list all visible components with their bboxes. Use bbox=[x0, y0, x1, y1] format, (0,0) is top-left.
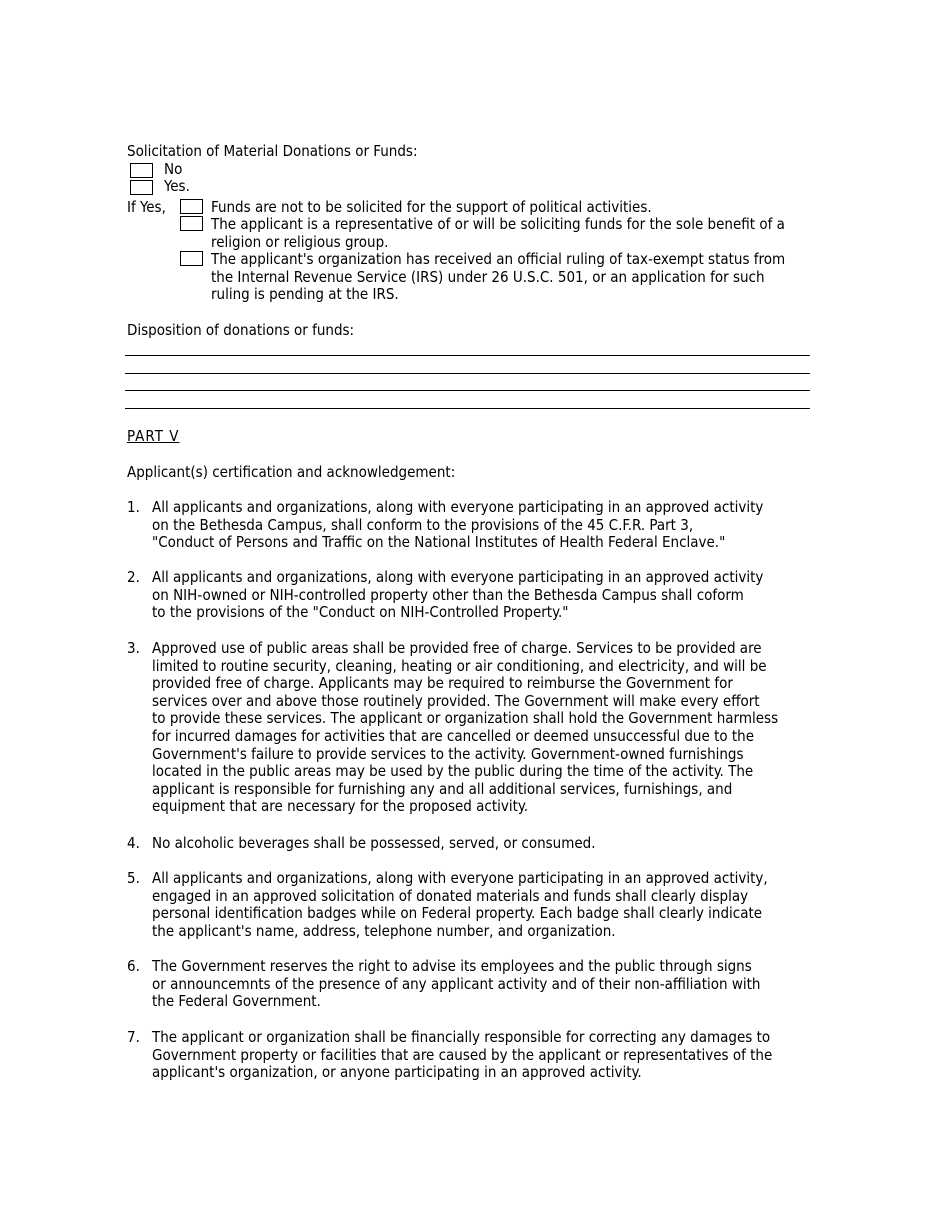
disposition-line-1[interactable] bbox=[125, 355, 810, 356]
disposition-line-3[interactable] bbox=[125, 390, 810, 391]
item-number: 2. bbox=[127, 568, 140, 586]
disposition-label: Disposition of donations or funds: bbox=[127, 321, 355, 339]
item-number: 4. bbox=[127, 834, 140, 852]
political-activities-option: Funds are not to be solicited for the support of political activities. bbox=[211, 198, 652, 216]
disposition-line-4[interactable] bbox=[125, 408, 810, 409]
item-number: 1. bbox=[127, 498, 140, 516]
part-v-title: PART V bbox=[127, 427, 180, 445]
item-text: No alcoholic beverages shall be possessed, served, or consumed. bbox=[152, 834, 596, 852]
if-yes-label: If Yes, bbox=[127, 198, 166, 216]
item-text: All applicants and organizations, along with everyone participating in an approved activity on NIH-owned or NIH-controlled property other than the Bethesda Campus shall coform to the provisions of the "Conduct on NIH-Controlled Property." bbox=[152, 568, 764, 622]
no-checkbox[interactable] bbox=[130, 163, 153, 178]
tax-exempt-option: The applicant's organization has received an official ruling of tax-exempt status from the Internal Revenue Service (IRS) under 26 U.S.C. 501, or an application for such ruling is pending at the IRS. bbox=[211, 250, 786, 304]
item-number: 3. bbox=[127, 639, 140, 657]
item-text: The Government reserves the right to advise its employees and the public through signs or announcemnts of the presence of any applicant activity and of their non-affiliation with the Federal Government. bbox=[152, 957, 761, 1011]
item-text: Approved use of public areas shall be provided free of charge. Services to be provided are limited to routine security, cleaning, heating or air conditioning, and electricity, and will be provided free of charge. Applicants may be required to reimburse the Government for services over and above those routinely provided. The Government will make every effort to provide these services. The applicant or organization shall hold the Government harmless for incurred damages for activities that are cancelled or deemed unsuccessful due to the Government's failure to provide services to the activity. Government-owned furnishings located in the public areas may be used by the public during the time of the activity. The applicant is responsible for furnishing any and all additional services, furnishings, and equipment that are necessary for the proposed activity. bbox=[152, 639, 779, 816]
religious-group-checkbox[interactable] bbox=[180, 216, 203, 231]
item-number: 6. bbox=[127, 957, 140, 975]
part-v-intro: Applicant(s) certification and acknowledgement: bbox=[127, 463, 456, 481]
item-text: The applicant or organization shall be financially responsible for correcting any damages to Government property or facilities that are caused by the applicant or representatives of the applicant's organization, or anyone participating in an approved activity. bbox=[152, 1028, 773, 1082]
yes-label: Yes. bbox=[164, 177, 190, 195]
disposition-line-2[interactable] bbox=[125, 373, 810, 374]
item-text: All applicants and organizations, along with everyone participating in an approved activity, engaged in an approved solicitation of donated materials and funds shall clearly display personal identification badges while on Federal property. Each badge shall clearly indicate the applicant's name, address, telephone number, and organization. bbox=[152, 869, 768, 940]
tax-exempt-checkbox[interactable] bbox=[180, 251, 203, 266]
item-number: 5. bbox=[127, 869, 140, 887]
solicitation-heading: Solicitation of Material Donations or Funds: bbox=[127, 142, 418, 160]
item-number: 7. bbox=[127, 1028, 140, 1046]
yes-checkbox[interactable] bbox=[130, 180, 153, 195]
religious-group-option: The applicant is a representative of or will be soliciting funds for the sole benefit of a religion or religious group. bbox=[211, 215, 785, 251]
item-text: All applicants and organizations, along with everyone participating in an approved activity on the Bethesda Campus, shall conform to the provisions of the 45 C.F.R. Part 3, "Conduct of Persons and Traffic on the National Institutes of Health Federal Enclave." bbox=[152, 498, 764, 552]
political-activities-checkbox[interactable] bbox=[180, 199, 203, 214]
no-label: No bbox=[164, 160, 183, 178]
